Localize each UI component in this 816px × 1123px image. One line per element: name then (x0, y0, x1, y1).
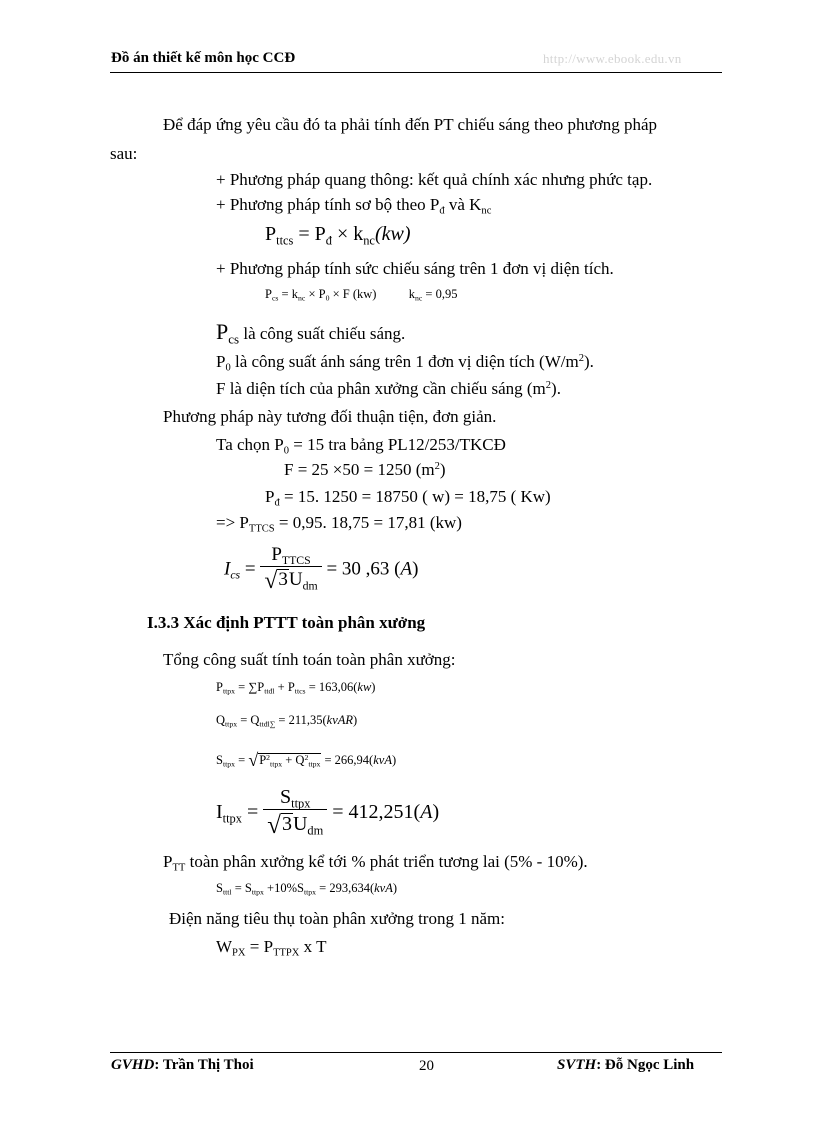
header-watermark: http://www.ebook.edu.vn (543, 51, 682, 66)
footer-svth: SVTH: Đỗ Ngọc Linh (557, 1057, 695, 1073)
section-title: I.3.3 Xác định PTTT toàn phân xưởng (147, 613, 426, 632)
method-2: + Phương pháp tính sơ bộ theo $P_đ$ và $K_{nc}$ (216, 195, 492, 217)
pd-line: $P_đ = 15$. 1250 = 18750 ( w) = 18,75 ( Kw) (265, 487, 551, 509)
formula-ics: $I_{cs}$ = $\frac{P_{TTCS}}{√3U_{dm}}$ = 30 ,63 (A) (224, 544, 419, 594)
method-1: + Phương pháp quang thông: kết quả chính xác nhưng phức tạp. (216, 170, 653, 189)
wpx-line: $W_{PX} = P_{TTPX}$ x T (216, 937, 327, 959)
energy-line: Điện năng tiêu thụ toàn phân xưởng trong 1 năm: (169, 909, 505, 928)
header-title: Đồ án thiết kế môn học CCĐ (111, 50, 296, 66)
intro-line-1: Để đáp ứng yêu cầu đó ta phải tính đến PT chiếu sáng theo phương pháp (163, 115, 658, 134)
formula-pttcs: $P_{ttcs} = P_đ \times k_{nc}(kw)$ (265, 223, 411, 248)
convenient-line: Phương pháp này tương đối thuận tiện, đơn giản. (163, 407, 497, 426)
footer-gvhd: GVHD: Trần Thị Thoi (111, 1057, 254, 1073)
def-pcs: $P_{cs}$ là công suất chiếu sáng. (216, 319, 406, 347)
formula-sttl: $S_{tttl} = S_{ttpx} +10\%S_{ttpx} = 293,634(kvA)$ (216, 881, 398, 897)
def-p0: $P_0$ là công suất ánh sáng trên 1 đơn vị diện tích $(W/m^2)$. (216, 352, 594, 374)
choose-p0: Ta chọn $P_0 = 15$ tra bảng PL12/253/TKCĐ (216, 435, 506, 457)
total-intro: Tổng công suất tính toán toàn phân xưởng: (163, 650, 456, 669)
pttcs-line: => $P_{TTCS} = 0,95$. 18,75 = 17,81 (kw) (216, 513, 462, 535)
formula-pttpx: $P_{ttpx} = \sum P_{ttđl} + P_{ttcs} = 163,06(kw)$ (216, 680, 376, 696)
area-line: F = 25 ×50 = 1250 $(m^2)$ (284, 460, 446, 479)
header-rule (110, 72, 722, 73)
footer-page-number: 20 (419, 1058, 434, 1074)
ptt-line: $P_{TT}$ toàn phân xưởng kể tới % phát triển tương lai (5% - 10%). (163, 852, 588, 874)
formula-ittpx: $I_{ttpx}$ = $\frac{S_{ttpx}}{√3U_{dm}}$ = 412,251(A) (216, 786, 440, 839)
def-f: F là diện tích của phân xưởng cần chiếu sáng $(m^2)$. (216, 379, 561, 398)
formula-qttpx: $Q_{ttpx} = Q_{ttđl\sum}$ = 211,35(kvAR) (216, 713, 358, 729)
intro-line-2: sau: (110, 144, 138, 163)
method-3: + Phương pháp tính sức chiếu sáng trên 1 đơn vị diện tích. (216, 259, 614, 278)
formula-pcs: $P_{cs} = k_{nc} \times P_0 \times F$ (kw) $k_{nc} = 0,95$ (265, 287, 458, 303)
footer-rule (110, 1052, 722, 1053)
formula-sttpx: $S_{ttpx} = √P^2_{ttpx} + Q^2_{ttpx} = 266,94(kvA)$ (216, 750, 397, 770)
